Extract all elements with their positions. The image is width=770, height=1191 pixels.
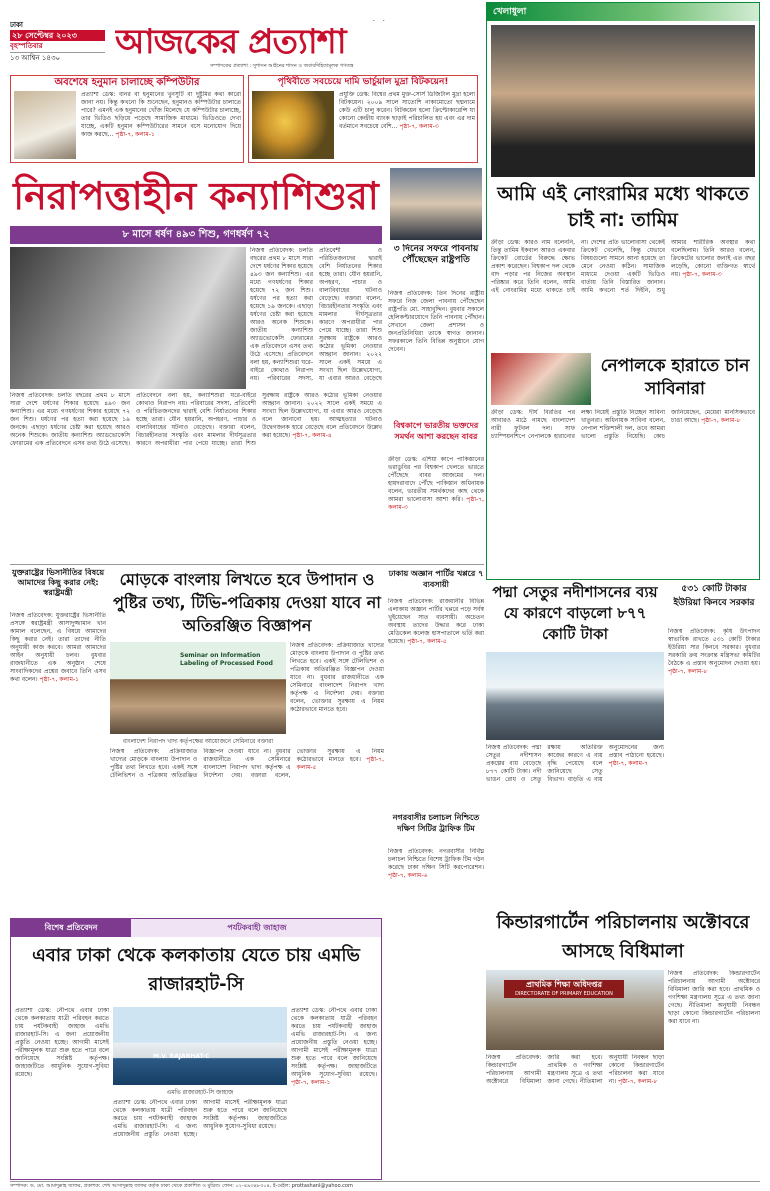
date-box: [10, 20, 105, 72]
logo: [115, 20, 455, 64]
date-line: ২৮ সেপ্টেম্বর ২০২৩: [10, 30, 105, 41]
kinder-body: নিজস্ব প্রতিবেদক: কিন্ডারগার্টেন পরিচালনায় আগামী অক্টোবরে বিধিমালা জারি করা হবে। প্রাথমিক ও গণশিক্ষা মন্ত্রণালয় সূত্রে এ তথ্য জানা গেছে। নীতিমালা অনুযায়ী নিবন্ধন ছাড়া কোনো কিন্ডারগার্টেন পরিচালনা করা যাবে না। পৃষ্ঠা-৭, কলাম-৮: [486, 1054, 664, 1085]
usa-headline: যুক্তরাষ্ট্রের ভিসানীতির বিষয়ে আমাদের কিছু করার নেই: স্বরাষ্ট্রমন্ত্রী: [11, 568, 105, 597]
monkey-photo: [14, 91, 76, 159]
padma-headline: পদ্মা সেতুর নদীশাসনের ব্যয় যে কারণে বাড়লো ৮৭৭ কোটি টাকা: [492, 583, 658, 643]
dhaka-headline: ঢাকায় অজ্ঞান পার্টির খপ্পরে ৭ ব্যবসায়ী: [388, 569, 484, 589]
lead-headline: নিরাপত্তাহীন কন্যাশিশুরা: [13, 174, 379, 218]
bangla-date: ১৩ আশ্বিন ১৪৩০: [10, 52, 105, 64]
padma-body: নিজস্ব প্রতিবেদক: পদ্মা সেতুর নদীশাসন প্রকল্পের ব্যয় বেড়েছে ৮৭৭ কোটি টাকা। নদী ভাঙন রোধ ও সেতু রক্ষায় অতিরিক্ত কাজের কারণে এ ব্যয় বৃদ্ধি পেয়েছে বলে জানিয়েছে সেতু বিভাগ। বাড়তি এ ব্যয় অনুমোদনের জন্য প্রস্তাব পাঠানো হয়েছে। পৃষ্ঠা-৭, কলাম-৭: [486, 744, 664, 783]
tamim-headline: আমি এই নোংরামির মধ্যে থাকতে চাই না: তামিম: [497, 183, 749, 231]
kinder-sign: প্রাথমিক শিক্ষা অধিদপ্তর: [504, 980, 624, 990]
jump-link[interactable]: পৃষ্ঠা-৭, কলাম-৮: [668, 668, 708, 675]
tourism-tag-left: বিশেষ প্রতিবেদন: [11, 919, 131, 937]
jump-link[interactable]: পৃষ্ঠা-৭, কলাম-৪: [292, 432, 332, 439]
ship-photo: [113, 1007, 287, 1085]
nepal-body: ক্রীড়া ডেস্ক: দীর্ঘ বিরতির পর আবারও মাঠে নামছে বাংলাদেশ নারী ফুটবল দল। সাফ চ্যাম্পিয়নশিপে নেপালকে হারানোর লক্ষ্য নিয়েই প্রস্তুতি নিচ্ছেন সাবিনা খাতুনরা। অধিনায়ক সাবিনা বলেন, নেপাল শক্তিশালী দল, তবে আমরা ভালো প্রস্তুতি নিয়েছি। কোচ জানিয়েছেন, মেয়েরা মানসিকভাবে চাঙা আছে। পৃষ্ঠা-৭, কলাম-৮: [491, 409, 755, 440]
sports-section: [486, 2, 760, 580]
divider: [10, 564, 484, 565]
usa-body: নিজস্ব প্রতিবেদক: যুক্তরাষ্ট্রের ভিসানীতি প্রসঙ্গে স্বরাষ্ট্রমন্ত্রী আসাদুজ্জামান খান কামাল বলেছেন, এ বিষয়ে আমাদের কিছু করার নেই। তারা তাদের নীতি অনুযায়ী কাজ করবে। আমরা আমাদের আইন অনুযায়ী চলব। বুধবার রাজধানীতে এক অনুষ্ঠান শেষে সাংবাদিকদের প্রশ্নের জবাবে তিনি এসব কথা বলেন। পৃষ্ঠা-৭, কলাম-১: [10, 612, 106, 683]
president-photo: [390, 168, 482, 240]
kinder-body-right: নিজস্ব প্রতিবেদক: কিন্ডারগার্টেন পরিচালনায় আগামী অক্টোবরে বিধিমালা জারি করা হবে। প্রাথমিক ও গণশিক্ষা মন্ত্রণালয় সূত্রে এ তথ্য জানা গেছে। নীতিমালা অনুযায়ী নিবন্ধন ছাড়া কোনো কিন্ডারগার্টেন পরিচালনা করা যাবে না।: [668, 970, 760, 1025]
top-story-bitcoin-headline: পৃথিবীতে সবচেয়ে দামি ভার্চুয়াল মুদ্রা বিটকয়েন!: [277, 77, 449, 87]
traffic-body: নিজস্ব প্রতিবেদক: নগরবাসীর নির্বিঘ্ন চলাচল নিশ্চিতে বিশেষ ট্রাফিক টিম গঠন করেছে ঢাকা দক্ষিণ সিটি করপোরেশন। পৃষ্ঠা-৭, কলাম-৬: [388, 848, 484, 879]
banner-text: Seminar on Information Labeling of Processed Food: [180, 652, 273, 667]
tourism-section: [10, 918, 382, 1180]
top-story-bitcoin: [248, 75, 478, 163]
label-body-side: নিজস্ব প্রতিবেদক: প্রক্রিয়াজাত খাদ্যের মোড়কে বাংলায় উপাদান ও পুষ্টির তথ্য লিখতে হবে। একই সঙ্গে টেলিভিশন ও পত্রিকায় অতিরঞ্জিত বিজ্ঞাপন দেওয়া যাবে না। বুধবার রাজধানীতে এক সেমিনারে বাংলাদেশ নিরাপদ খাদ্য কর্তৃপক্ষ এ নির্দেশনা দেয়। বক্তারা বলেন, ভোক্তার সুরক্ষায় এ নিয়ম কঠোরভাবে মানতে হবে।: [290, 642, 384, 713]
jump-link[interactable]: পৃষ্ঠা-৭, কলাম-৮: [701, 417, 741, 424]
top-story-hanuman: [10, 75, 244, 163]
jump-link[interactable]: পৃষ্ঠা-৭, কলাম-৩: [399, 123, 439, 130]
nepal-headline: নেপালকে হারাতে চান সাবিনারা: [600, 356, 750, 399]
label-body: নিজস্ব প্রতিবেদক: প্রক্রিয়াজাত খাদ্যের মোড়কে বাংলায় উপাদান ও পুষ্টির তথ্য লিখতে হবে। একই সঙ্গে টেলিভিশন ও পত্রিকায় অতিরঞ্জিত বিজ্ঞাপন দেওয়া যাবে না। বুধবার রাজধানীতে এক সেমিনারে বাংলাদেশ নিরাপদ খাদ্য কর্তৃপক্ষ এ নির্দেশনা দেয়। বক্তারা বলেন, ভোক্তার সুরক্ষায় এ নিয়ম কঠোরভাবে মানতে হবে। পৃষ্ঠা-৭, কলাম-৫: [110, 748, 384, 779]
english-name: [345, 20, 431, 21]
babar-headline: বিশ্বকাপে ভারতীয় ভক্তদের সমর্থন আশা করছেন বাবর: [393, 421, 479, 441]
tourism-body: প্রত্যাশা ডেস্ক: নৌপথে এবার ঢাকা থেকে কলকাতায় যাত্রী পরিবহন করতে চায় পর্যটকবাহী জাহাজ এমভি রাজারহাট-সি। এ জন্য প্রয়োজনীয় প্রস্তুতি নেওয়া হচ্ছে। আগামী মাসেই পরীক্ষামূলক যাত্রা শুরু হতে পারে বলে জানিয়েছে সংশ্লিষ্ট কর্তৃপক্ষ। জাহাজটিতে আধুনিক সুযোগ-সুবিধা রয়েছে।: [113, 1099, 287, 1138]
slogan: সম্পাদকের প্রত্যাশা : সুশাসন আইনের শাসন ও জবাবদিহিতামূলক গণতন্ত্র: [210, 63, 354, 69]
crore-headline: ৫৩১ কোটি টাকার ইউরিয়া কিনবে সরকার: [673, 584, 755, 608]
jump-link[interactable]: পৃষ্ঠা-৭, কলাম-১: [291, 1079, 331, 1086]
jump-link[interactable]: পৃষ্ঠা-৭, কলাম-৭: [608, 760, 649, 767]
bitcoin-photo: [252, 91, 334, 159]
tourism-tag-right: পর্যটকবাহী জাহাজ: [131, 919, 382, 937]
weekday: বৃহস্পতিবার: [10, 42, 43, 50]
president-headline: ৩ দিনের সফরে পাবনায় পৌঁছেছেন রাষ্ট্রপতি: [393, 244, 479, 265]
padma-photo: [486, 652, 664, 740]
logo-text: আজকের প্রত্যাশা: [115, 22, 346, 62]
sabina-photo: [491, 353, 591, 405]
seminar-photo: [110, 642, 286, 734]
jump-link[interactable]: পৃষ্ঠা-৭, কলাম-৬: [388, 872, 428, 879]
kinder-sign-en: DIRECTORATE OF PRIMARY EDUCATION: [504, 990, 624, 998]
president-body: নিজস্ব প্রতিবেদক: তিন দিনের রাষ্ট্রীয় সফরে নিজ জেলা পাবনায় পৌঁছেছেন রাষ্ট্রপতি মো. সাহাবুদ্দিন। বুধবার সকালে হেলিকপ্টারযোগে তিনি পাবনায় পৌঁছান। সেখানে জেলা প্রশাসন ও জনপ্রতিনিধিরা তাকে স্বাগত জানান। সফরকালে তিনি বিভিন্ন অনুষ্ঠানে যোগ দেবেন।: [388, 290, 484, 353]
kinder-photo: [486, 970, 664, 1050]
lead-body: নিজস্ব প্রতিবেদক: চলতি বছরের প্রথম ৮ মাসে সারা দেশে ধর্ষণের শিকার হয়েছে ৪৯৩ জন কন্যাশিশু। এর মধ্যে গণধর্ষণের শিকার হয়েছে ৭২ জন শিশু। ধর্ষণের পর হত্যা করা হয়েছে ১৯ জনকে। এছাড়া ধর্ষণের চেষ্টা করা হয়েছে আরও অনেক শিশুকে। জাতীয় কন্যাশিশু অ্যাডভোকেসি ফোরামের এক প্রতিবেদনে এসব তথ্য উঠে এসেছে। প্রতিবেদনে বলা হয়, কন্যাশিশুরা ঘরে-বাইরে কোথাও নিরাপদ নয়। পরিবারের সদস্য, প্রতিবেশী ও পরিচিতজনদের দ্বারাই বেশি নির্যাতনের শিকার হচ্ছে তারা। যৌন হয়রানি, অপহরণ, পাচার ও বাল্যবিবাহের ঘটনাও বেড়েছে। বক্তারা বলেন, বিচারহীনতার সংস্কৃতি এবং মামলার দীর্ঘসূত্রতার কারণে অপরাধীরা পার পেয়ে যাচ্ছে। তারা শিশু সুরক্ষায় রাষ্ট্রকে আরও কঠোর ভূমিকা নেওয়ার আহ্বান জানান। ২০২২ সালে একই সময়ে এ সংখ্যা ছিল উল্লেখযোগ্য, যা এবার আরও বেড়েছে বলে জানানো হয়। আত্মহত্যার ঘটনাও উদ্বেগজনক হারে বেড়েছে বলে প্রতিবেদনে উল্লেখ করা হয়েছে। পৃষ্ঠা-৭, কলাম-৪: [10, 392, 382, 447]
babar-body: ক্রীড়া ডেস্ক: এশিয়া কাপে পাকিস্তানের ভরাডুবির পর বিশ্বকাপ খেলতে ভারতে পৌঁছেছে বাবর আজমের দল। হায়দরাবাদে পৌঁছে পাকিস্তান অধিনায়ক বলেন, ভারতীয় সমর্থকদের কাছ থেকে আমরা ভালোবাসা আশা করি। পৃষ্ঠা-৭, কলাম-৩: [388, 456, 484, 511]
crore-body: নিজস্ব প্রতিবেদক: কৃষি উৎপাদন স্বাভাবিক রাখতে ৫৩১ কোটি টাকার ইউরিয়া সার কিনবে সরকার। বুধবার সরকারি ক্রয় সংক্রান্ত মন্ত্রিসভা কমিটির বৈঠকে এ প্রস্তাব অনুমোদন দেওয়া হয়। পৃষ্ঠা-৭, কলাম-৮: [668, 628, 760, 675]
masthead: [10, 20, 480, 75]
tamim-photo: [491, 25, 755, 177]
top-story-hanuman-body: প্রত্যাশা ডেস্ক: বানর বা হনুমানের খুনসুটি বা দুষ্টুমির কথা কারো জানা নয়। কিন্তু কখনো কি শুনেছেন, হনুমানও কম্পিউটার চালাতে পারে? এমনই এক হনুমানের খোঁজ মিলেছে যে কম্পিউটার চালাচ্ছে, তার ভিডিও ছড়িয়ে পড়েছে সামাজিক মাধ্যমে। ভিডিওতে দেখা যাচ্ছে, একটি হনুমান কম্পিউটারের সামনে বসে মনোযোগ দিয়ে কাজ করছে... পৃষ্ঠা-৭, কলাম-১: [81, 91, 241, 138]
top-story-bitcoin-body: প্রযুক্তি ডেস্ক: বিশ্বের প্রথম মুক্ত-সোর্স ডিজিটাল মুদ্রা হলো বিটকয়েন। ২০০৯ সালে সাতোশি নাকামোতো ছদ্মনামে কেউ এটি চালু করেন। বিটকয়েন হলো ক্রিপ্টোকারেন্সি যা কোনো কেন্দ্রীয় ব্যাংক ছাড়াই পরিচালিত হয় এবং এর দাম বর্তমানে সবচেয়ে বেশি... পৃষ্ঠা-৭, কলাম-৩: [339, 91, 475, 130]
label-headline: মোড়কে বাংলায় লিখতে হবে উপাদান ও পুষ্টির তথ্য, টিভি-পত্রিকায় দেওয়া যাবে না অতিরঞ্জিত বিজ্ঞাপন: [113, 570, 381, 635]
tamim-body: ক্রীড়া ডেস্ক: কারও নাম বলেননি, তিন্তু তামিম ইকবাল আরও একবার ক্রিকেট বোর্ডের বিরুদ্ধে ক্ষোভ প্রকাশ করেছেন। বিশ্বকাপ দল থেকে বাদ পড়ার পর নিজের অবস্থান পরিষ্কার করে তিনি বলেন, আমি এই নোংরামির মধ্যে থাকতে চাই না। দেশের প্রতি ভালোবাসা থেকেই ক্রিকেট খেলেছি, কিন্তু যেভাবে বিষয়গুলো সামনে আনা হয়েছে তা মেনে নেওয়া কঠিন। সামাজিক মাধ্যমে দেওয়া একটি ভিডিও বার্তায় তিনি বিস্তারিত জানান। আমি কখনো শর্ত দিইনি, শুধু আমার শারীরিক অবস্থার কথা বলেছিলাম। তিনি আরও বলেন, ক্রিকেটের ভালোর জন্যই এত বছর লড়েছি, কোনো ব্যক্তিগত স্বার্থে নয়। পৃষ্ঠা-৭, কলাম-৩: [491, 239, 755, 294]
lead-strap: ৮ মাসে ধর্ষণ ৪৯৩ শিশু, গণধর্ষণ ৭২: [10, 226, 382, 244]
jump-link[interactable]: পৃষ্ঠা-৭, কলাম-১: [39, 676, 80, 683]
dhaka-body: নিজস্ব প্রতিবেদক: রাজধানীর বিভিন্ন এলাকায় অজ্ঞান পার্টির খপ্পরে পড়ে সর্বস্ব খুইয়েছেন সাত ব্যবসায়ী। অচেতন অবস্থায় তাদের উদ্ধার করে ঢাকা মেডিকেল কলেজ হাসপাতালে ভর্তি করা হয়েছে। পৃষ্ঠা-৭, কলাম-৫: [388, 598, 484, 645]
tourism-headline: এবার ঢাকা থেকে কলকাতায় যেতে চায় এমভি রাজারহাট-সি: [32, 945, 360, 995]
traffic-headline: নগরবাসীর চলাচল নিশ্চিতে দক্ষিণ সিটির ট্রাফিক টিম: [392, 813, 480, 833]
girl-photo: [10, 247, 246, 389]
ship-caption: এমভি রাজারহাট-সি জাহাজ: [166, 1089, 234, 1096]
tourism-body-right: প্রত্যাশা ডেস্ক: নৌপথে এবার ঢাকা থেকে কলকাতায় যাত্রী পরিবহন করতে চায় পর্যটকবাহী জাহাজ এমভি রাজারহাট-সি। এ জন্য প্রয়োজনীয় প্রস্তুতি নেওয়া হচ্ছে। আগামী মাসেই পরীক্ষামূলক যাত্রা শুরু হতে পারে বলে জানিয়েছে সংশ্লিষ্ট কর্তৃপক্ষ। জাহাজটিতে আধুনিক সুযোগ-সুবিধা রয়েছে। পৃষ্ঠা-৭, কলাম-১: [291, 1007, 377, 1086]
jump-link[interactable]: পৃষ্ঠা-৭, কলাম-৩: [388, 496, 484, 511]
jump-link[interactable]: পৃষ্ঠা-৭, কলাম-১: [115, 131, 155, 138]
jump-link[interactable]: পৃষ্ঠা-৭, কলাম-৩: [682, 271, 722, 278]
top-story-hanuman-headline: অবশেষে হনুমান চালাচ্ছে কম্পিউটার: [54, 77, 200, 88]
seminar-caption: বাংলাদেশ নিরাপদ খাদ্য কর্তৃপক্ষের আয়োজনে সেমিনারে বক্তারা: [122, 738, 274, 745]
jump-link[interactable]: পৃষ্ঠা-৭, কলাম-৮: [618, 1078, 658, 1085]
city: ঢাকা: [10, 21, 23, 29]
jump-link[interactable]: পৃষ্ঠা-৭, কলাম-৫: [296, 756, 384, 771]
tourism-body-left: প্রত্যাশা ডেস্ক: নৌপথে এবার ঢাকা থেকে কলকাতায় যাত্রী পরিবহন করতে চায় পর্যটকবাহী জাহাজ এমভি রাজারহাট-সি। এ জন্য প্রয়োজনীয় প্রস্তুতি নেওয়া হচ্ছে। আগামী মাসেই পরীক্ষামূলক যাত্রা শুরু হতে পারে বলে জানিয়েছে সংশ্লিষ্ট কর্তৃপক্ষ। জাহাজটিতে আধুনিক সুযোগ-সুবিধা রয়েছে।: [15, 1007, 109, 1078]
ship-name: M.V. RAJARHAT-C: [153, 1053, 210, 1060]
lead-body-side: নিজস্ব প্রতিবেদক: চলতি বছরের প্রথম ৮ মাসে সারা দেশে ধর্ষণের শিকার হয়েছে ৪৯৩ জন কন্যাশিশু। এর মধ্যে গণধর্ষণের শিকার হয়েছে ৭২ জন শিশু। ধর্ষণের পর হত্যা করা হয়েছে ১৯ জনকে। এছাড়া ধর্ষণের চেষ্টা করা হয়েছে আরও অনেক শিশুকে। জাতীয় কন্যাশিশু অ্যাডভোকেসি ফোরামের এক প্রতিবেদনে এসব তথ্য উঠে এসেছে। প্রতিবেদনে বলা হয়, কন্যাশিশুরা ঘরে-বাইরে কোথাও নিরাপদ নয়। পরিবারের সদস্য, প্রতিবেশী ও পরিচিতজনদের দ্বারাই বেশি নির্যাতনের শিকার হচ্ছে তারা। যৌন হয়রানি, অপহরণ, পাচার ও বাল্যবিবাহের ঘটনাও বেড়েছে। বক্তারা বলেন, বিচারহীনতার সংস্কৃতি এবং মামলার দীর্ঘসূত্রতার কারণে অপরাধীরা পার পেয়ে যাচ্ছে। তারা শিশু সুরক্ষায় রাষ্ট্রকে আরও কঠোর ভূমিকা নেওয়ার আহ্বান জানান। ২০২২ সালে একই সময়ে এ সংখ্যা ছিল উল্লেখযোগ্য, যা এবার আরও বেড়েছে: [250, 247, 382, 382]
kinder-headline: কিন্ডারগার্টেন পরিচালনায় অক্টোবরে আসছে বিধিমালা: [496, 912, 750, 962]
sports-label: খেলাধুলা: [487, 3, 759, 21]
jump-link[interactable]: পৃষ্ঠা-৭, কলাম-৫: [407, 638, 447, 645]
footer: সম্পাদক: ড. মো. আমাদুল্লাহ জাফর, প্রকাশক: শেখ আসাদুল্লাহ জাফর কর্তৃক ঢাকা থেকে প্রকাশিত ও মুদ্রিত। ফোন: ০২-৪৯৩৪৮৩০৪, ই-মেইল: prottashanl@yahoo.com: [10, 1181, 760, 1190]
